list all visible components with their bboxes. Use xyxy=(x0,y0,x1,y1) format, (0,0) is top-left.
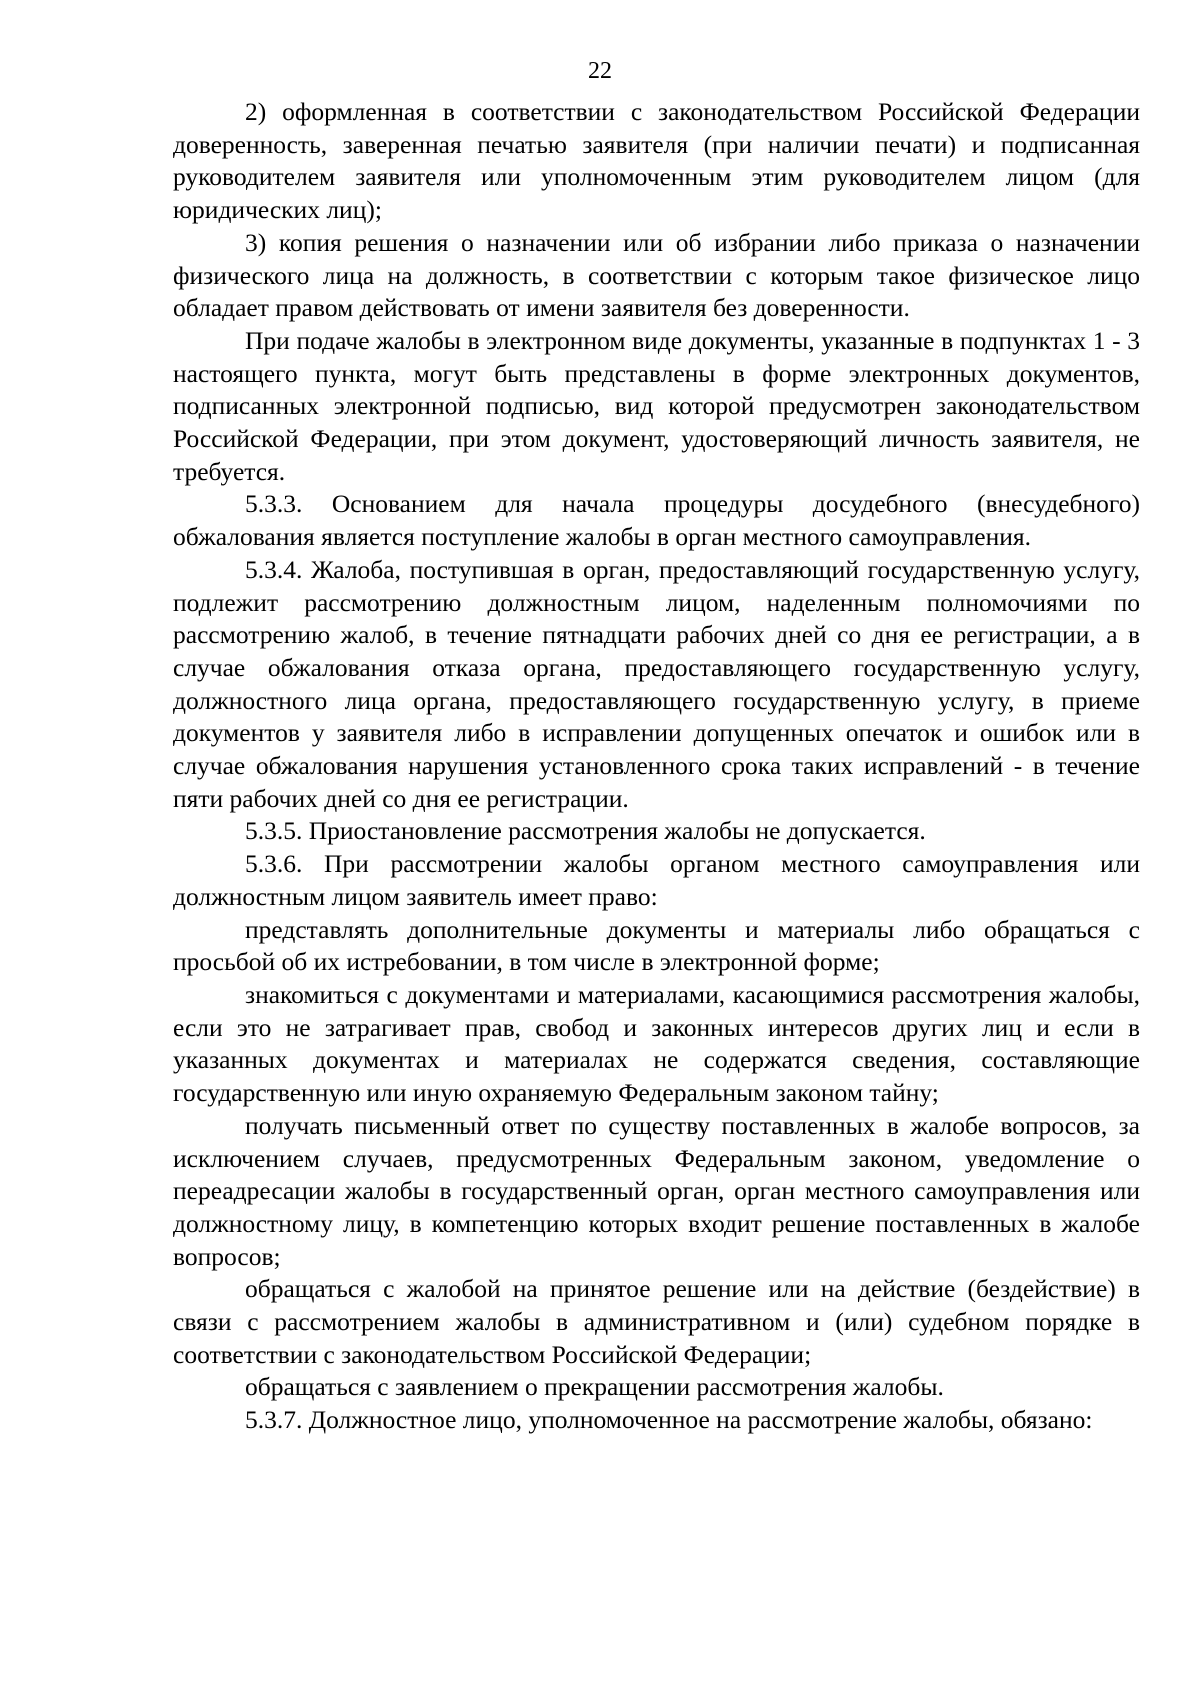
paragraph-item-2-power-of-attorney: 2) оформленная в соответствии с законодательством Российской Федерации доверенность, заверенная печатью заявителя (при наличии печати) и подписанная руководителем заявителя или уполномоченным этим руководителем лицом (для юридических лиц); xyxy=(173,97,1140,225)
page-number: 22 xyxy=(588,58,612,84)
paragraph-5-3-3: 5.3.3. Основанием для начала процедуры досудебного (внесудебного) обжалования является поступление жалобы в орган местного самоуправления. xyxy=(173,489,1140,552)
paragraph-5-3-4: 5.3.4. Жалоба, поступившая в орган, предоставляющий государственную услугу, подлежит рассмотрению должностным лицом, наделенным полномочиями по рассмотрению жалоб, в течение пятнадцати рабочих дней со дня ее регистрации, а в случае обжалования отказа органа, предоставляющего государственную услугу, должностного лица органа, предоставляющего государственную услугу, в приеме документов у заявителя либо в исправлении допущенных опечаток и ошибок или в случае обжалования нарушения установленного срока таких исправлений - в течение пяти рабочих дней со дня ее регистрации. xyxy=(173,554,1140,813)
paragraph-5-3-7: 5.3.7. Должностное лицо, уполномоченное на рассмотрение жалобы, обязано: xyxy=(245,1405,1093,1435)
paragraph-electronic-submission: При подаче жалобы в электронном виде документы, указанные в подпунктах 1 - 3 настоящего пункта, могут быть представлены в форме электронных документов, подписанных электронной подписью, вид которой предусмотрен законодательством Российской Федерации, при этом документ, удостоверяющий личность заявителя, не требуется. xyxy=(173,325,1140,486)
document-body xyxy=(173,96,1140,1437)
paragraph-right-appeal-decision: обращаться с жалобой на принятое решение или на действие (бездействие) в связи с рассмотрением жалобы в административном и (или) судебном порядке в соответствии с законодательством Российской Федерации; xyxy=(173,1274,1140,1369)
paragraph-item-3-appointment-copy: 3) копия решения о назначении или об избрании либо приказа о назначении физического лица на должность, в соответствии с которым такое физическое лицо обладает правом действовать от имени заявителя без доверенности. xyxy=(173,227,1140,323)
paragraph-right-submit-documents: представлять дополнительные документы и материалы либо обращаться с просьбой об их истребовании, в том числе в электронной форме; xyxy=(173,914,1140,977)
paragraph-right-review-materials: знакомиться с документами и материалами, касающимися рассмотрения жалобы, если это не затрагивает прав, свобод и законных интересов других лиц и если в указанных документах и материалах не содержатся сведения, составляющие государственную или иную охраняемую Федеральным законом тайну; xyxy=(173,979,1140,1108)
paragraph-right-withdraw-complaint: обращаться с заявлением о прекращении рассмотрения жалобы. xyxy=(245,1372,944,1402)
paragraph-5-3-6: 5.3.6. При рассмотрении жалобы органом местного самоуправления или должностным лицом заявитель имеет право: xyxy=(173,849,1140,911)
paragraph-5-3-5: 5.3.5. Приостановление рассмотрения жалобы не допускается. xyxy=(245,816,926,846)
paragraph-right-receive-answer: получать письменный ответ по существу поставленных в жалобе вопросов, за исключением случаев, предусмотренных Федеральным законом, уведомление о переадресации жалобы в государственный орган, орган местного самоуправления или должностному лицу, в компетенцию которых входит решение поставленных в жалобе вопросов; xyxy=(173,1110,1140,1271)
